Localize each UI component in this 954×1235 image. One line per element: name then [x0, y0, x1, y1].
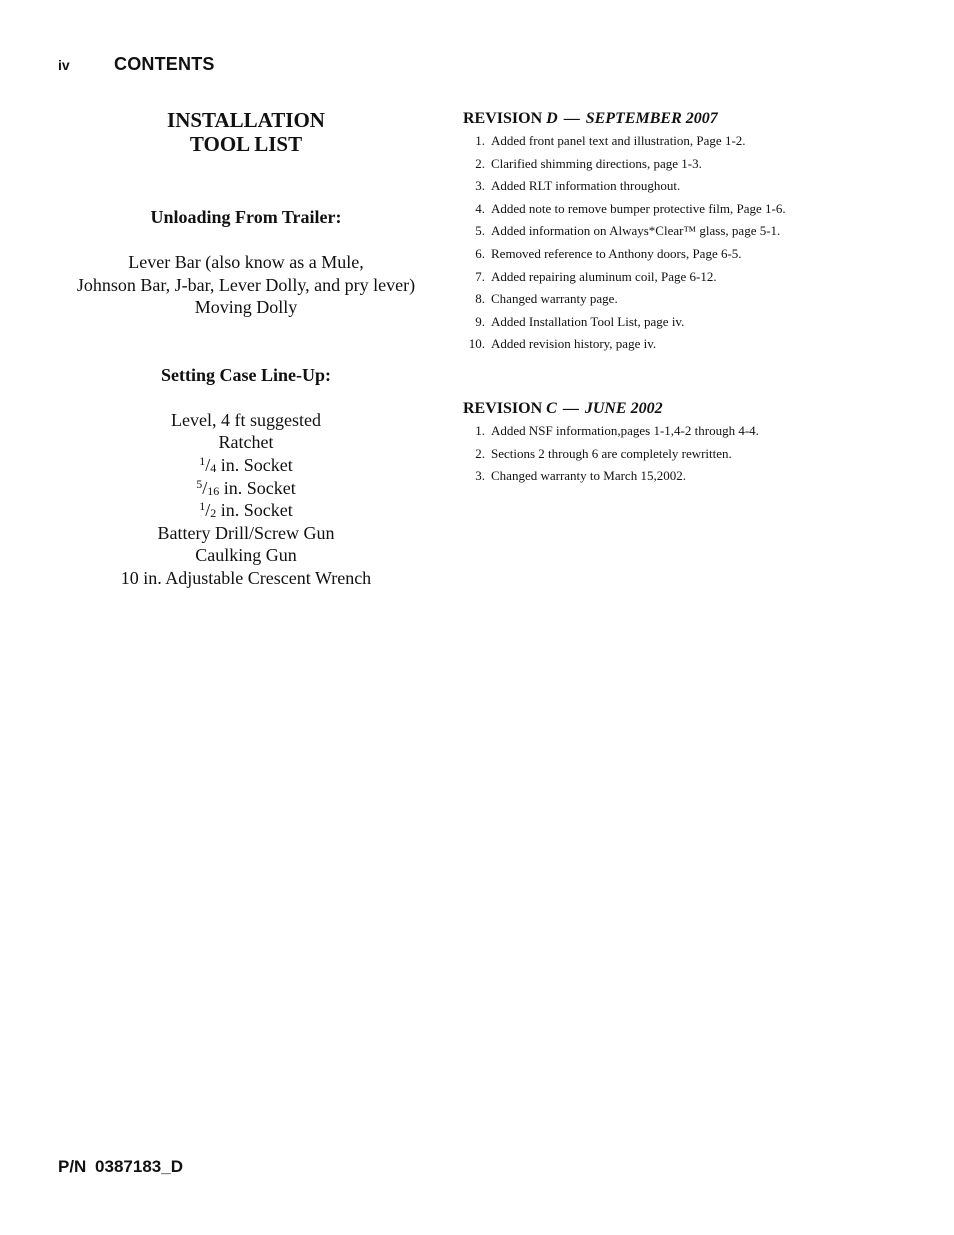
list-item	[463, 333, 933, 356]
setting-tools	[60, 409, 432, 590]
item-number: 8.	[475, 291, 485, 307]
list-item	[463, 443, 933, 466]
item-text: Clarified shimming directions, page 1-3.	[491, 155, 702, 171]
part-number: P/N 0387183_D	[58, 1157, 183, 1176]
revision-label: REVISION	[463, 110, 543, 127]
revision-dash: —	[562, 399, 579, 417]
section-title: CONTENTS	[114, 54, 215, 74]
socket-label: in. Socket	[216, 500, 293, 521]
tool-item: Moving Dolly	[194, 297, 298, 318]
list-item	[463, 153, 933, 176]
item-number: 1.	[475, 422, 485, 438]
item-text: Sections 2 through 6 are completely rewritten.	[491, 445, 732, 461]
socket-item: $^1/_2$ in. Socket	[199, 499, 293, 521]
list-item	[463, 311, 933, 334]
page-number: iv	[58, 57, 70, 73]
tool-list-title-line1: INSTALLATION	[167, 108, 325, 132]
list-item	[463, 465, 933, 488]
fraction-denominator: 2	[210, 506, 217, 521]
revision-letter: C	[546, 399, 557, 417]
socket-item: $^1/_4$ in. Socket	[199, 453, 293, 475]
fraction-numerator: 1	[199, 453, 206, 468]
item-text: Changed warranty page.	[491, 291, 618, 307]
item-number: 7.	[475, 268, 485, 284]
list-item	[463, 243, 933, 266]
list-item	[463, 130, 933, 153]
item-number: 3.	[475, 178, 485, 194]
item-number: 5.	[475, 223, 485, 239]
setting-heading: Setting Case Line-Up:	[161, 364, 331, 385]
item-number: 2.	[475, 445, 485, 461]
revision-history-column	[463, 108, 933, 488]
item-text: Added RLT information throughout.	[491, 178, 681, 194]
unloading-heading: Unloading From Trailer:	[150, 207, 342, 227]
list-item	[463, 198, 933, 221]
socket-item: $^5/_{16}$ in. Socket	[196, 476, 296, 498]
fraction-numerator: 1	[199, 499, 206, 514]
item-number: 6.	[475, 245, 485, 261]
revision-block-c	[463, 398, 933, 488]
revision-heading	[463, 398, 933, 420]
item-text: Added Installation Tool List, page iv.	[491, 313, 685, 329]
item-number: 1.	[475, 133, 485, 148]
fraction-numerator: 5	[196, 476, 203, 491]
list-item	[463, 266, 933, 289]
fraction-denominator: 16	[207, 483, 220, 498]
list-item	[463, 175, 933, 198]
item-text: Added NSF information,pages 1-1,4-2 through 4-4.	[491, 422, 759, 438]
revision-list	[463, 130, 933, 356]
tool-item: Level, 4 ft suggested	[171, 409, 321, 430]
revision-heading	[463, 108, 933, 130]
unloading-tools	[60, 251, 432, 319]
revision-label: REVISION	[463, 399, 543, 417]
revision-block-d	[463, 108, 933, 356]
tool-item: Battery Drill/Screw Gun	[157, 522, 335, 543]
item-text: Added repairing aluminum coil, Page 6-12.	[491, 268, 717, 284]
item-number: 4.	[475, 200, 485, 216]
item-number: 9.	[475, 313, 485, 329]
revision-dash: —	[563, 110, 580, 127]
revision-list	[463, 420, 933, 488]
tool-list-column	[60, 108, 432, 590]
item-text: Added revision history, page iv.	[491, 336, 657, 352]
tool-item: Lever Bar (also know as a Mule,	[128, 252, 364, 272]
list-item	[463, 220, 933, 243]
revision-date: JUNE 2002	[584, 399, 663, 417]
socket-label: in. Socket	[219, 477, 296, 498]
item-text: Changed warranty to March 15,2002.	[491, 468, 686, 484]
item-text: Added note to remove bumper protective film, Page 1-6.	[491, 200, 786, 216]
tool-list-title-line2: TOOL LIST	[189, 132, 303, 156]
item-number: 2.	[475, 155, 485, 171]
page-header	[58, 54, 215, 76]
tool-item: Johnson Bar, J-bar, Lever Dolly, and pry lever)	[76, 274, 416, 295]
revision-date: SEPTEMBER 2007	[585, 110, 718, 127]
list-item	[463, 288, 933, 311]
item-number: 10.	[468, 336, 485, 352]
tool-item: Ratchet	[218, 432, 274, 453]
item-text: Removed reference to Anthony doors, Page 6-5.	[491, 245, 742, 261]
item-text: Added front panel text and illustration, Page 1-2.	[491, 133, 746, 148]
revision-letter: D	[546, 110, 558, 127]
tool-item: 10 in. Adjustable Crescent Wrench	[120, 567, 372, 588]
list-item	[463, 420, 933, 443]
item-number: 3.	[475, 468, 485, 484]
item-text: Added information on Always*Clear™ glass, page 5-1.	[491, 223, 781, 239]
tool-item: Caulking Gun	[195, 545, 297, 566]
socket-label: in. Socket	[216, 454, 293, 475]
fraction-denominator: 4	[210, 460, 217, 475]
